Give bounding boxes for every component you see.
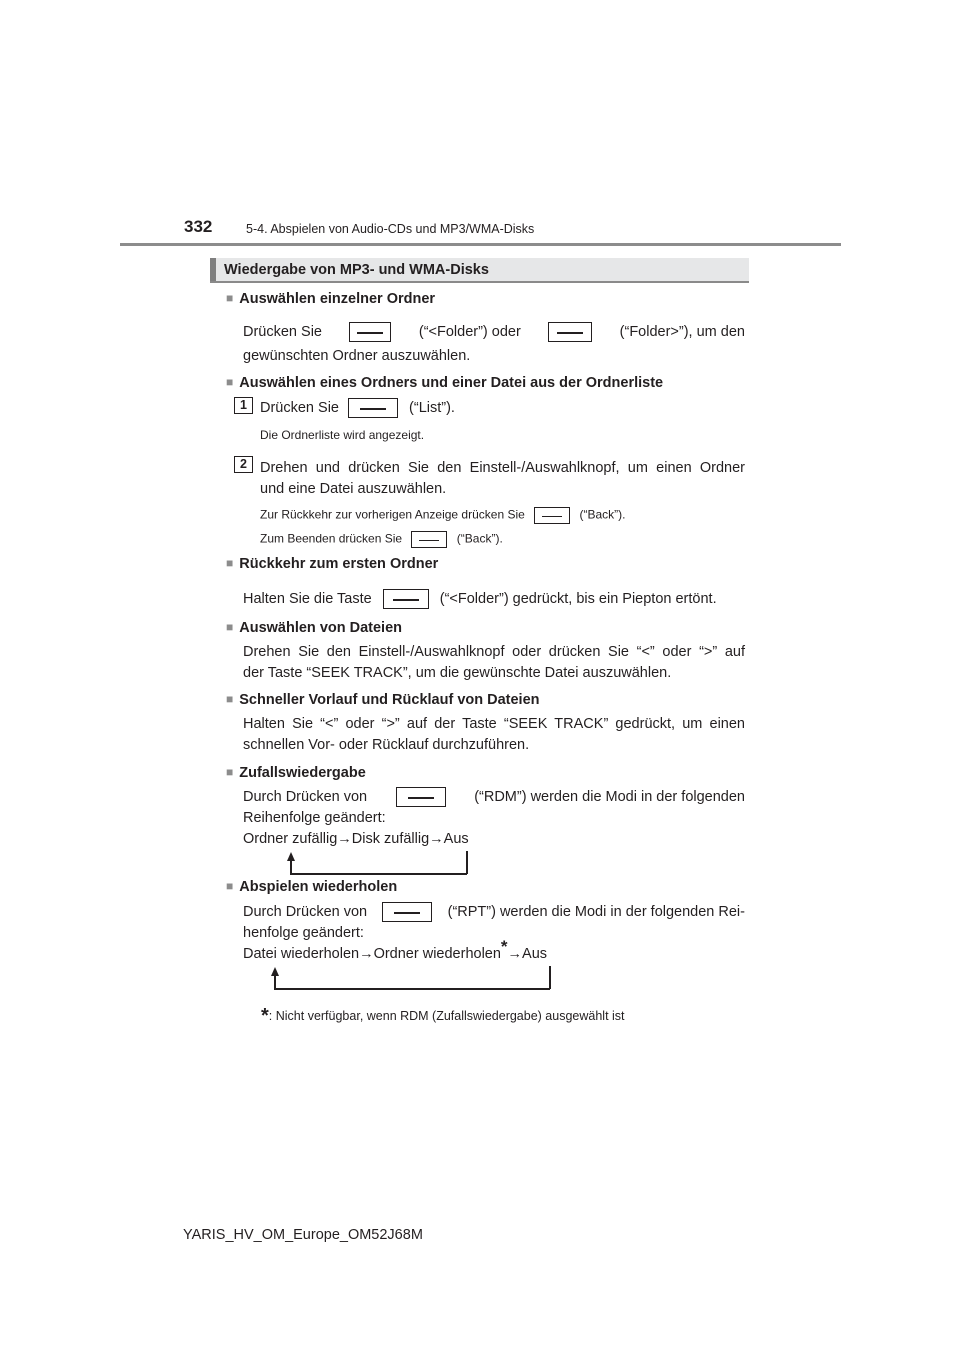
- heading-folder-list: ■ Auswählen eines Ordners und einer Datei aus der Ordnerliste: [226, 375, 663, 391]
- document-footer: YARIS_HV_OM_Europe_OM52J68M: [183, 1227, 423, 1243]
- back-button-icon: [411, 531, 447, 548]
- heading-first-folder: ■ Rückkehr zum ersten Ordner: [226, 556, 438, 572]
- folder-select-line2: gewünschten Ordner auszuwählen.: [243, 348, 471, 364]
- text: (“<Folder”) gedrückt, bis ein Piepton ertönt.: [439, 591, 717, 607]
- text: (“List”).: [409, 400, 455, 416]
- step-2-line2: und eine Datei auszuwählen.: [260, 481, 447, 497]
- footnote: [261, 1003, 625, 1026]
- footnote-marker: *: [500, 937, 508, 957]
- text: (“Back”).: [579, 507, 626, 522]
- heading-random: ■ Zufallswiedergabe: [226, 765, 366, 781]
- banner-title: Wiedergabe von MP3- und WMA-Disks: [224, 262, 489, 278]
- loop-line-right: [549, 966, 551, 989]
- repeat-line2: henfolge geändert:: [243, 925, 364, 941]
- step-1-note: Die Ordnerliste wird angezeigt.: [260, 428, 425, 442]
- text: Zur Rückkehr zur vorherigen Anzeige drücken Sie: [260, 507, 525, 522]
- step-1-text: [260, 398, 455, 419]
- loop-line-left: [290, 858, 292, 874]
- step-1-badge: 1: [234, 397, 253, 414]
- folder-down-button-icon: [349, 322, 391, 342]
- text: (“Folder>”), um den: [619, 324, 745, 340]
- text: Zum Beenden drücken Sie: [260, 531, 403, 546]
- random-sequence: Ordner zufällig→Disk zufällig→Aus: [243, 831, 469, 847]
- rpt-button-icon: [382, 902, 432, 922]
- page-number: 332: [184, 217, 213, 236]
- text: Durch Drücken von: [243, 789, 368, 805]
- random-line1: [243, 787, 745, 808]
- loop-line-bottom: [290, 873, 467, 875]
- heading-folder-select: ■ Auswählen einzelner Ordner: [226, 291, 435, 307]
- section-title: 5-4. Abspielen von Audio-CDs und MP3/WMA-Disks: [246, 222, 535, 236]
- text: (“Back”).: [456, 531, 503, 546]
- fast-line2: schnellen Vor- oder Rücklauf durchzuführen.: [243, 737, 530, 753]
- text: Durch Drücken von: [243, 904, 368, 920]
- loop-line-right: [466, 851, 468, 874]
- back-button-icon: [534, 507, 570, 524]
- random-line2: Reihenfolge geändert:: [243, 810, 386, 826]
- heading-file-select: ■ Auswählen von Dateien: [226, 620, 402, 636]
- file-select-line1: Drehen Sie den Einstell-/Auswahlknopf oder drücken Sie “<” oder “>” auf: [243, 644, 745, 660]
- text: Drücken Sie: [260, 400, 339, 416]
- banner-underline: [210, 281, 749, 283]
- heading-repeat: ■ Abspielen wiederholen: [226, 879, 397, 895]
- text: (“RPT”) werden die Modi in der folgenden Rei-: [447, 904, 745, 920]
- back-note-2: [260, 531, 503, 548]
- rdm-button-icon: [396, 787, 446, 807]
- loop-line-bottom: [274, 988, 550, 990]
- loop-line-left: [274, 973, 276, 989]
- first-folder-text: [243, 589, 717, 610]
- back-note-1: [260, 507, 625, 524]
- repeat-line1: [243, 902, 745, 923]
- folder-up-button-icon: [548, 322, 592, 342]
- footnote-text: : Nicht verfügbar, wenn RDM (Zufallswiedergabe) ausgewählt ist: [268, 1009, 625, 1023]
- text: Drücken Sie: [243, 324, 322, 340]
- text: →Aus: [507, 946, 548, 962]
- banner-accent-bar: [210, 258, 216, 282]
- text: (“RDM”) werden die Modi in der folgenden: [474, 789, 745, 805]
- text: Datei wiederholen→Ordner wiederholen: [243, 946, 501, 962]
- step-2-badge: 2: [234, 456, 253, 473]
- repeat-sequence: [243, 937, 548, 965]
- fast-line1: Halten Sie “<” oder “>” auf der Taste “SEEK TRACK” gedrückt, um einen: [243, 716, 745, 732]
- footnote-star: *: [261, 1005, 269, 1027]
- heading-fast-forward: ■ Schneller Vorlauf und Rücklauf von Dateien: [226, 692, 540, 708]
- text: (“<Folder”) oder: [418, 324, 521, 340]
- file-select-line2: der Taste “SEEK TRACK”, um die gewünschte Datei auszuwählen.: [243, 665, 672, 681]
- text: Halten Sie die Taste: [243, 591, 372, 607]
- folder-select-line1: [243, 322, 745, 343]
- folder-down-button-icon: [383, 589, 429, 609]
- list-button-icon: [348, 398, 398, 418]
- step-2-line1: Drehen und drücken Sie den Einstell-/Auswahlknopf, um einen Ordner: [260, 460, 745, 476]
- header-rule: [120, 243, 841, 246]
